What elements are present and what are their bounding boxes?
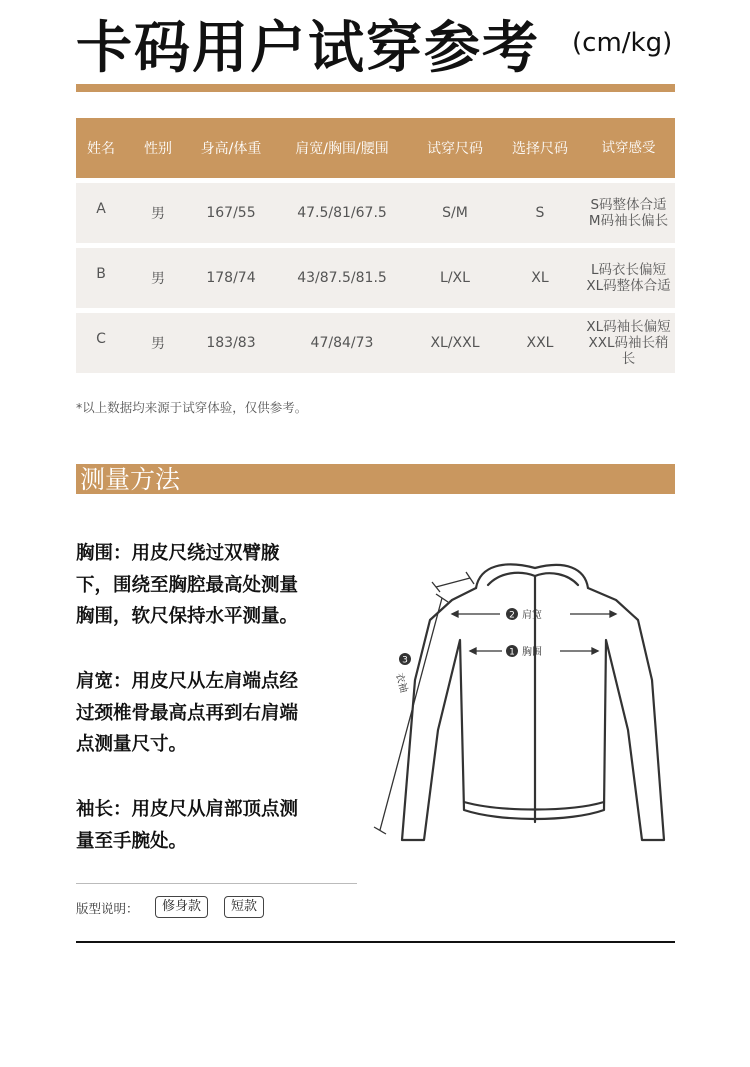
cell-feedback — [582, 262, 675, 294]
cell-gender: 男 — [151, 206, 165, 222]
fit-tag-short: 短款 — [224, 896, 264, 918]
chest-number: 1 — [509, 647, 515, 658]
header-name: 姓名 — [87, 141, 115, 157]
feedback-line: XL码整体合适 — [586, 278, 671, 294]
cell-tried-size: XL/XXL — [430, 335, 480, 351]
sleeve-label: 衣袖 — [393, 671, 409, 695]
sleeve-description — [76, 794, 366, 857]
desc-line: 量至手腕处。 — [76, 830, 188, 852]
cell-measurements: 43/87.5/81.5 — [297, 270, 387, 286]
method-title: 测量方法 — [80, 465, 181, 494]
desc-line: 过颈椎骨最高点再到右肩端 — [76, 702, 299, 724]
bottom-rule — [76, 941, 675, 943]
cell-feedback — [582, 197, 675, 229]
feedback-line: L码衣长偏短 — [590, 262, 667, 278]
cell-measurements: 47/84/73 — [310, 335, 374, 351]
divider — [76, 883, 357, 884]
feedback-line: M码袖长偏长 — [588, 213, 669, 229]
feedback-line: XL码袖长偏短 — [586, 319, 671, 335]
cell-name: B — [96, 266, 106, 282]
cell-feedback — [582, 319, 675, 367]
desc-line: 下，围绕至胸腔最高处测量 — [76, 574, 299, 596]
cell-name: A — [96, 201, 106, 217]
fit-label: 版型说明： — [76, 901, 139, 916]
cell-tried-size: L/XL — [440, 270, 470, 286]
cell-chosen-size: S — [535, 205, 545, 221]
page-title: 卡码用户试穿参考 — [76, 16, 540, 81]
feedback-line: XXL码袖长稍长 — [588, 335, 669, 367]
table-row — [76, 183, 675, 243]
shoulder-number: 2 — [509, 610, 515, 621]
desc-line: 胸围：用皮尺绕过双臂腋 — [76, 543, 280, 564]
size-reference-table — [76, 118, 675, 373]
jacket-measurement-diagram — [360, 540, 680, 850]
shoulder-description — [76, 666, 366, 761]
sleeve-number: 3 — [402, 655, 408, 666]
header-chosen-size: 选择尺码 — [512, 141, 568, 157]
header-height-weight: 身高/体重 — [200, 141, 262, 157]
cell-gender: 男 — [151, 336, 165, 352]
cell-tried-size: S/M — [442, 205, 468, 221]
header-feedback: 试穿感受 — [601, 140, 656, 156]
desc-line: 袖长：用皮尺从肩部顶点测 — [76, 799, 299, 820]
cell-name: C — [96, 331, 106, 347]
unit-label: (cm/kg) — [572, 28, 673, 58]
cell-height-weight: 178/74 — [206, 270, 256, 286]
desc-line: 胸围，软尺保持水平测量。 — [76, 606, 299, 627]
cell-height-weight: 167/55 — [206, 205, 256, 221]
fit-tag-slim: 修身款 — [155, 896, 208, 918]
header-measurements: 肩宽/胸围/腰围 — [295, 141, 389, 157]
table-row — [76, 313, 675, 373]
title-underline — [76, 84, 675, 92]
cell-chosen-size: XL — [531, 270, 549, 286]
header-tried-size: 试穿尺码 — [427, 141, 483, 157]
cell-gender: 男 — [151, 271, 165, 287]
shoulder-label: 肩宽 — [522, 610, 542, 621]
header-gender: 性别 — [144, 141, 172, 157]
desc-line: 肩宽：用皮尺从左肩端点经 — [76, 671, 299, 692]
table-header — [76, 118, 675, 178]
chest-description — [76, 538, 366, 633]
cell-chosen-size: XXL — [526, 335, 554, 351]
cell-measurements: 47.5/81/67.5 — [297, 205, 387, 221]
chest-label: 胸围 — [522, 647, 542, 658]
desc-line: 点测量尺寸。 — [76, 734, 188, 755]
table-row — [76, 248, 675, 308]
cell-height-weight: 183/83 — [206, 335, 256, 351]
method-section-bar — [76, 464, 675, 494]
feedback-line: S码整体合适 — [590, 197, 667, 213]
disclaimer-note: *以上数据均来源于试穿体验，仅供参考。 — [76, 400, 308, 415]
